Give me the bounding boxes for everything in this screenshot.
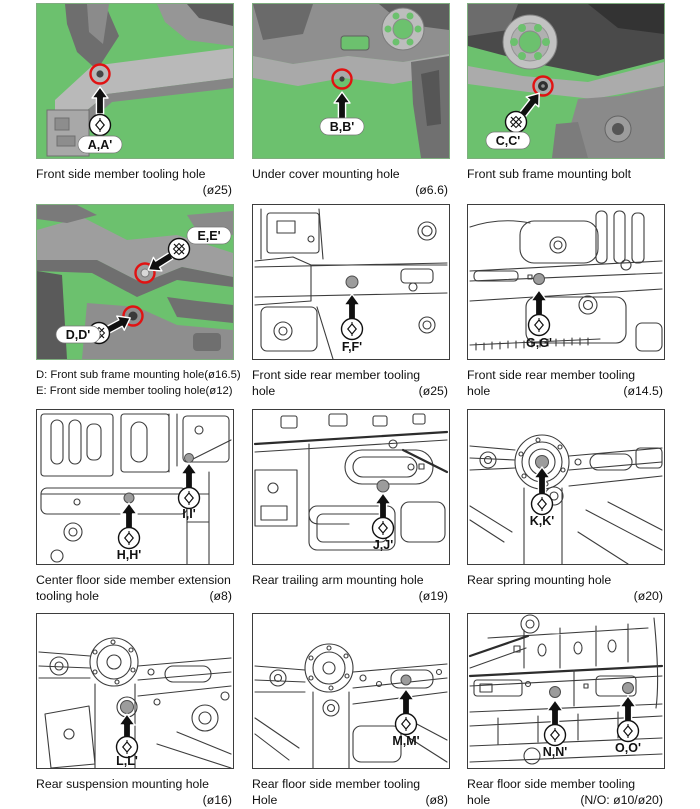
panel-k-illustration xyxy=(467,409,665,565)
caption-center-floor-side-member: Center floor side member extension tooling hole (ø8) xyxy=(36,573,232,603)
panel-m-illustration xyxy=(252,613,450,769)
point-label: O,O' xyxy=(615,741,641,755)
panel-de-illustration xyxy=(36,204,234,360)
caption-rear-floor-side-member-2: Rear floor side member tooling hole (N/O: ø10/ø20) xyxy=(467,777,663,807)
diameter-value: (ø6.6) xyxy=(415,182,448,197)
diameter-value: (ø8) xyxy=(425,792,448,807)
up-arrow-icon xyxy=(531,290,547,317)
datum-target-icon xyxy=(119,528,140,549)
datum-target-icon xyxy=(532,494,553,515)
caption-front-side-rear-member-1: Front side rear member tooling hole (ø25) xyxy=(252,368,448,398)
tooling-hole xyxy=(124,493,134,503)
diameter-value: (ø19) xyxy=(418,588,448,603)
datum-target-icon xyxy=(618,721,639,742)
up-arrow-icon xyxy=(181,463,197,490)
diameter-value: (ø20) xyxy=(633,588,663,603)
tooling-hole xyxy=(346,276,358,288)
diameter-value: (ø14.5) xyxy=(623,383,663,398)
datum-target-icon xyxy=(396,714,417,735)
panel-under-cover xyxy=(252,3,452,198)
panel-rear-suspension xyxy=(36,613,236,808)
point-label: E,E' xyxy=(197,229,221,243)
panel-no-illustration xyxy=(467,613,665,769)
mounting-hole xyxy=(121,701,134,714)
up-arrow-icon xyxy=(547,700,563,727)
point-label: H,H' xyxy=(116,548,142,562)
point-label: M,M' xyxy=(392,734,420,748)
panel-hi-illustration xyxy=(36,409,234,565)
up-arrow-icon xyxy=(121,503,137,530)
mounting-hole xyxy=(377,480,389,492)
tooling-hole xyxy=(534,274,545,285)
up-arrow-icon xyxy=(620,696,636,723)
diameter-value: (ø25) xyxy=(418,383,448,398)
panel-front-side-rear-member-2 xyxy=(467,204,667,399)
bolt-icon xyxy=(169,239,190,260)
point-label: D,D' xyxy=(65,328,91,342)
tooling-hole xyxy=(401,675,411,685)
panel-a-illustration xyxy=(36,3,234,159)
caption-rear-floor-side-member-1: Rear floor side member tooling Hole (ø8) xyxy=(252,777,448,807)
point-label: G,G' xyxy=(526,336,552,350)
datum-target-icon xyxy=(90,115,111,136)
point-label: K,K' xyxy=(529,514,555,528)
caption-front-sub-frame-bolt: Front sub frame mounting bolt xyxy=(467,167,632,181)
panel-front-side-member xyxy=(36,3,236,198)
caption-front-sub-frame-holes: D: Front sub frame mounting hole(ø16.5) E: Front side member tooling hole(ø12) xyxy=(36,369,241,397)
datum-target-icon xyxy=(342,319,363,340)
diameter-value: (ø25) xyxy=(202,182,232,197)
tooling-hole xyxy=(96,70,103,77)
point-label: F,F' xyxy=(341,340,363,354)
bolt-icon xyxy=(506,112,527,133)
panel-center-floor-side-member xyxy=(36,409,236,604)
tooling-hole xyxy=(550,687,561,698)
caption-rear-spring: Rear spring mounting hole (ø20) xyxy=(467,573,663,603)
panel-front-sub-frame-holes xyxy=(36,204,241,399)
datum-target-icon xyxy=(373,518,394,539)
point-label: I,I' xyxy=(182,507,196,521)
caption-rear-trailing-arm: Rear trailing arm mounting hole (ø19) xyxy=(252,573,448,603)
panel-rear-floor-side-member-2 xyxy=(467,613,667,808)
panel-rear-trailing-arm xyxy=(252,409,452,604)
panel-b-illustration xyxy=(252,3,450,159)
panel-rear-floor-side-member-1 xyxy=(252,613,452,808)
panel-f-illustration xyxy=(252,204,450,360)
up-arrow-icon xyxy=(398,689,414,716)
datum-target-icon xyxy=(545,725,566,746)
diameter-value: (ø8) xyxy=(209,588,232,603)
panel-rear-spring xyxy=(467,409,667,604)
panel-c-illustration xyxy=(467,3,665,159)
caption-rear-suspension: Rear suspension mounting hole (ø16) xyxy=(36,777,232,807)
up-arrow-icon xyxy=(344,294,360,321)
point-label: J,J' xyxy=(372,538,394,552)
panel-front-side-rear-member-1 xyxy=(252,204,452,399)
diameter-value: (N/O: ø10/ø20) xyxy=(580,792,663,807)
mounting-hole xyxy=(339,76,344,81)
point-label: N,N' xyxy=(542,745,568,759)
point-label: A,A' xyxy=(87,138,113,152)
diameter-value: (ø16) xyxy=(202,792,232,807)
point-label: C,C' xyxy=(495,134,521,148)
panel-j-illustration xyxy=(252,409,450,565)
caption-under-cover: Under cover mounting hole (ø6.6) xyxy=(252,167,448,197)
tooling-hole xyxy=(623,683,634,694)
caption-front-side-rear-member-2: Front side rear member tooling hole (ø14.5) xyxy=(467,368,663,398)
point-label: L,L' xyxy=(116,754,138,768)
tooling-hole xyxy=(185,454,194,463)
panel-l-illustration xyxy=(36,613,234,769)
caption-front-side-member: Front side member tooling hole (ø25) xyxy=(36,167,232,197)
datum-target-icon xyxy=(179,488,200,509)
datum-target-icon xyxy=(529,315,550,336)
panel-front-sub-frame-bolt xyxy=(467,3,667,183)
point-label: B,B' xyxy=(329,120,355,134)
panel-g-illustration xyxy=(467,204,665,360)
